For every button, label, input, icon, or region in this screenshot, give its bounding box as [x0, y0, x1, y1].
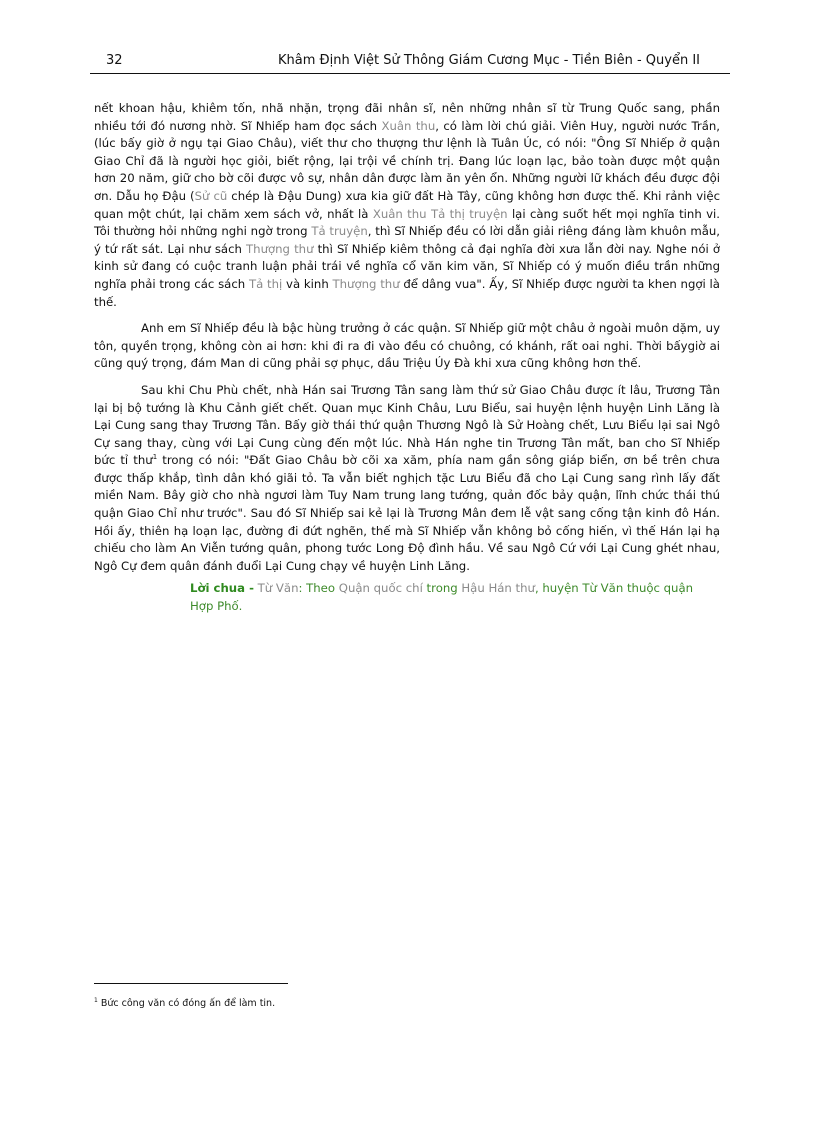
footnote — [94, 998, 275, 1009]
book-title-thuong-thu-2: Thượng thư — [332, 276, 400, 291]
header-divider — [90, 73, 730, 74]
commentary-label: Lời chua - — [190, 581, 254, 596]
book-title-xuan-thu-ta-thi-truyen: Xuân thu Tả thị truyện — [372, 206, 508, 221]
paragraph-2: Anh em Sĩ Nhiếp đều là bậc hùng trưởng ở các quận. Sĩ Nhiếp giữ một châu ở ngoài muôn dặm, uy tôn, quyền trọng, không còn ai hơn: khi đi ra đi vào đều có chuông, có khánh, rất oai nghi. Thời bấygiờ ai cũng quý trọng, đám Man di cũng phải sợ phục, dầu Triệu Úy Đà khi xưa cũng không hơn thế. — [94, 321, 720, 371]
book-title-thuong-thu: Thượng thư — [246, 241, 314, 256]
footnote-mark: 1 — [94, 996, 98, 1004]
commentary-note: Lời chua - Từ Văn: Theo Quận quốc chí trong Hậu Hán thư, huyện Từ Văn thuộc quận Hợp Phố. — [190, 581, 694, 614]
footnote-reference[interactable]: 1 — [152, 453, 158, 462]
page-number: 32 — [106, 53, 123, 68]
book-title-xuan-thu: Xuân thu — [381, 118, 436, 133]
paragraph-1: nết khoan hậu, khiêm tốn, nhã nhặn, trọng đãi nhân sĩ, nên những nhân sĩ từ Trung Quốc sang, phần nhiều tới đó nương nhờ. Sĩ Nhiếp ham đọc sách Xuân thu, có làm lời chú giải. Viên Huy, người nước Trần, (lúc bấy giờ ở ngụ tại Giao Châu), viết thư cho thượng thư lệnh là Tuân Úc, có nói: "Ông Sĩ Nhiếp ở quận Giao Chỉ đã là người học giỏi, biết rộng, lại trội về chính trị. Đang lúc loạn lạc, bảo toàn được một quận hơn 20 năm, giữ cho bờ cõi được vô sự, nhân dân được làm ăn yên ổn. Những người lữ khách đều được đội ơn. Dẫu họ Đậu (Sử cũ chép là Đậu Dung) xưa kia giữ đất Hà Tây, cũng không hơn được thế. Khi rảnh việc quan một chút, lại chăm xem sách vở, nhất là Xuân thu Tả thị truyện lại càng suốt hết mọi nghĩa tinh vi. Tôi thường hỏi những nghi ngờ trong Tả truyện, thì Sĩ Nhiếp đều có lời dẫn giải riêng đáng làm khuôn mẫu, ý tứ rất sát. Lại như sách Thượng thư thì Sĩ Nhiếp kiêm thông cả đại nghĩa đời xưa lẫn đời nay. Nghe nói ở kinh sử đang có cuộc tranh luận phải trái về nghĩa cổ văn kim văn, Sĩ Nhiếp có ý muốn điều trần những nghĩa phải trong các sách Tả thị và kinh Thượng thư để dâng vua". Ấy, Sĩ Nhiếp được người ta khen ngợi là thế. — [94, 101, 721, 309]
paragraph-3: Sau khi Chu Phù chết, nhà Hán sai Trương Tân sang làm thứ sử Giao Châu được ít lâu, Trương Tân lại bị bộ tướng là Khu Cảnh giết chết. Quan mục Kinh Châu, Lưu Biểu, sai huyện lệnh huyện Linh Lăng là Lại Cung sang thay Trương Tân. Bấy giờ thái thứ quận Thương Ngô là Sử Hoàng chết, Lưu Biểu lại sai Ngô Cự sang thay, cùng với Lại Cung cùng đến một lúc. Nhà Hán nghe tin Trương Tân mất, ban cho Sĩ Nhiếp bức tỉ thư$^1$ trong có nói: "Đất Giao Châu bờ cõi xa xăm, phía nam gần sông giáp biển, ơn bề trên chưa được thấp khắp, tình dân khó giãi tỏ. Ta vẫn biết nghịch tặc Lưu Biểu đã cho Lại Cung sang rình lấy đất miền Nam. Bây giờ cho nhà ngươi làm Tuy Nam trung lang tướng, quản đốc bảy quận, lĩnh chức thái thú quận Giao Chỉ như trước". Sau đó Sĩ Nhiếp sai kẻ lại là Trương Mân đem lễ vật sang cống tận kinh đô Hán. Hồi ấy, thiên hạ loạn lạc, đường đi đứt nghẽn, thế mà Sĩ Nhiếp vẫn không bỏ cống hiến, vì thế Hán lại hạ chiếu cho làm An Viễn tướng quân, phong tước Long Độ đình hầu. Về sau Ngô Cứ với Lại Cung ghét nhau, Ngô Cự đem quân đánh đuổi Lại Cung chạy về huyện Linh Lăng. — [94, 382, 720, 573]
book-title-ta-thi: Tả thị — [248, 276, 283, 291]
book-title-ta-truyen: Tả truyện — [311, 224, 368, 239]
footnote-divider — [94, 983, 288, 984]
running-title: Khâm Định Việt Sử Thông Giám Cương Mục - Tiền Biên - Quyển II — [278, 53, 700, 68]
document-body — [94, 100, 720, 625]
footnote-text: Bức công văn có đóng ấn để làm tin. — [100, 998, 276, 1009]
page-header — [90, 53, 730, 71]
book-title-su-cu: Sử cũ — [194, 188, 228, 203]
